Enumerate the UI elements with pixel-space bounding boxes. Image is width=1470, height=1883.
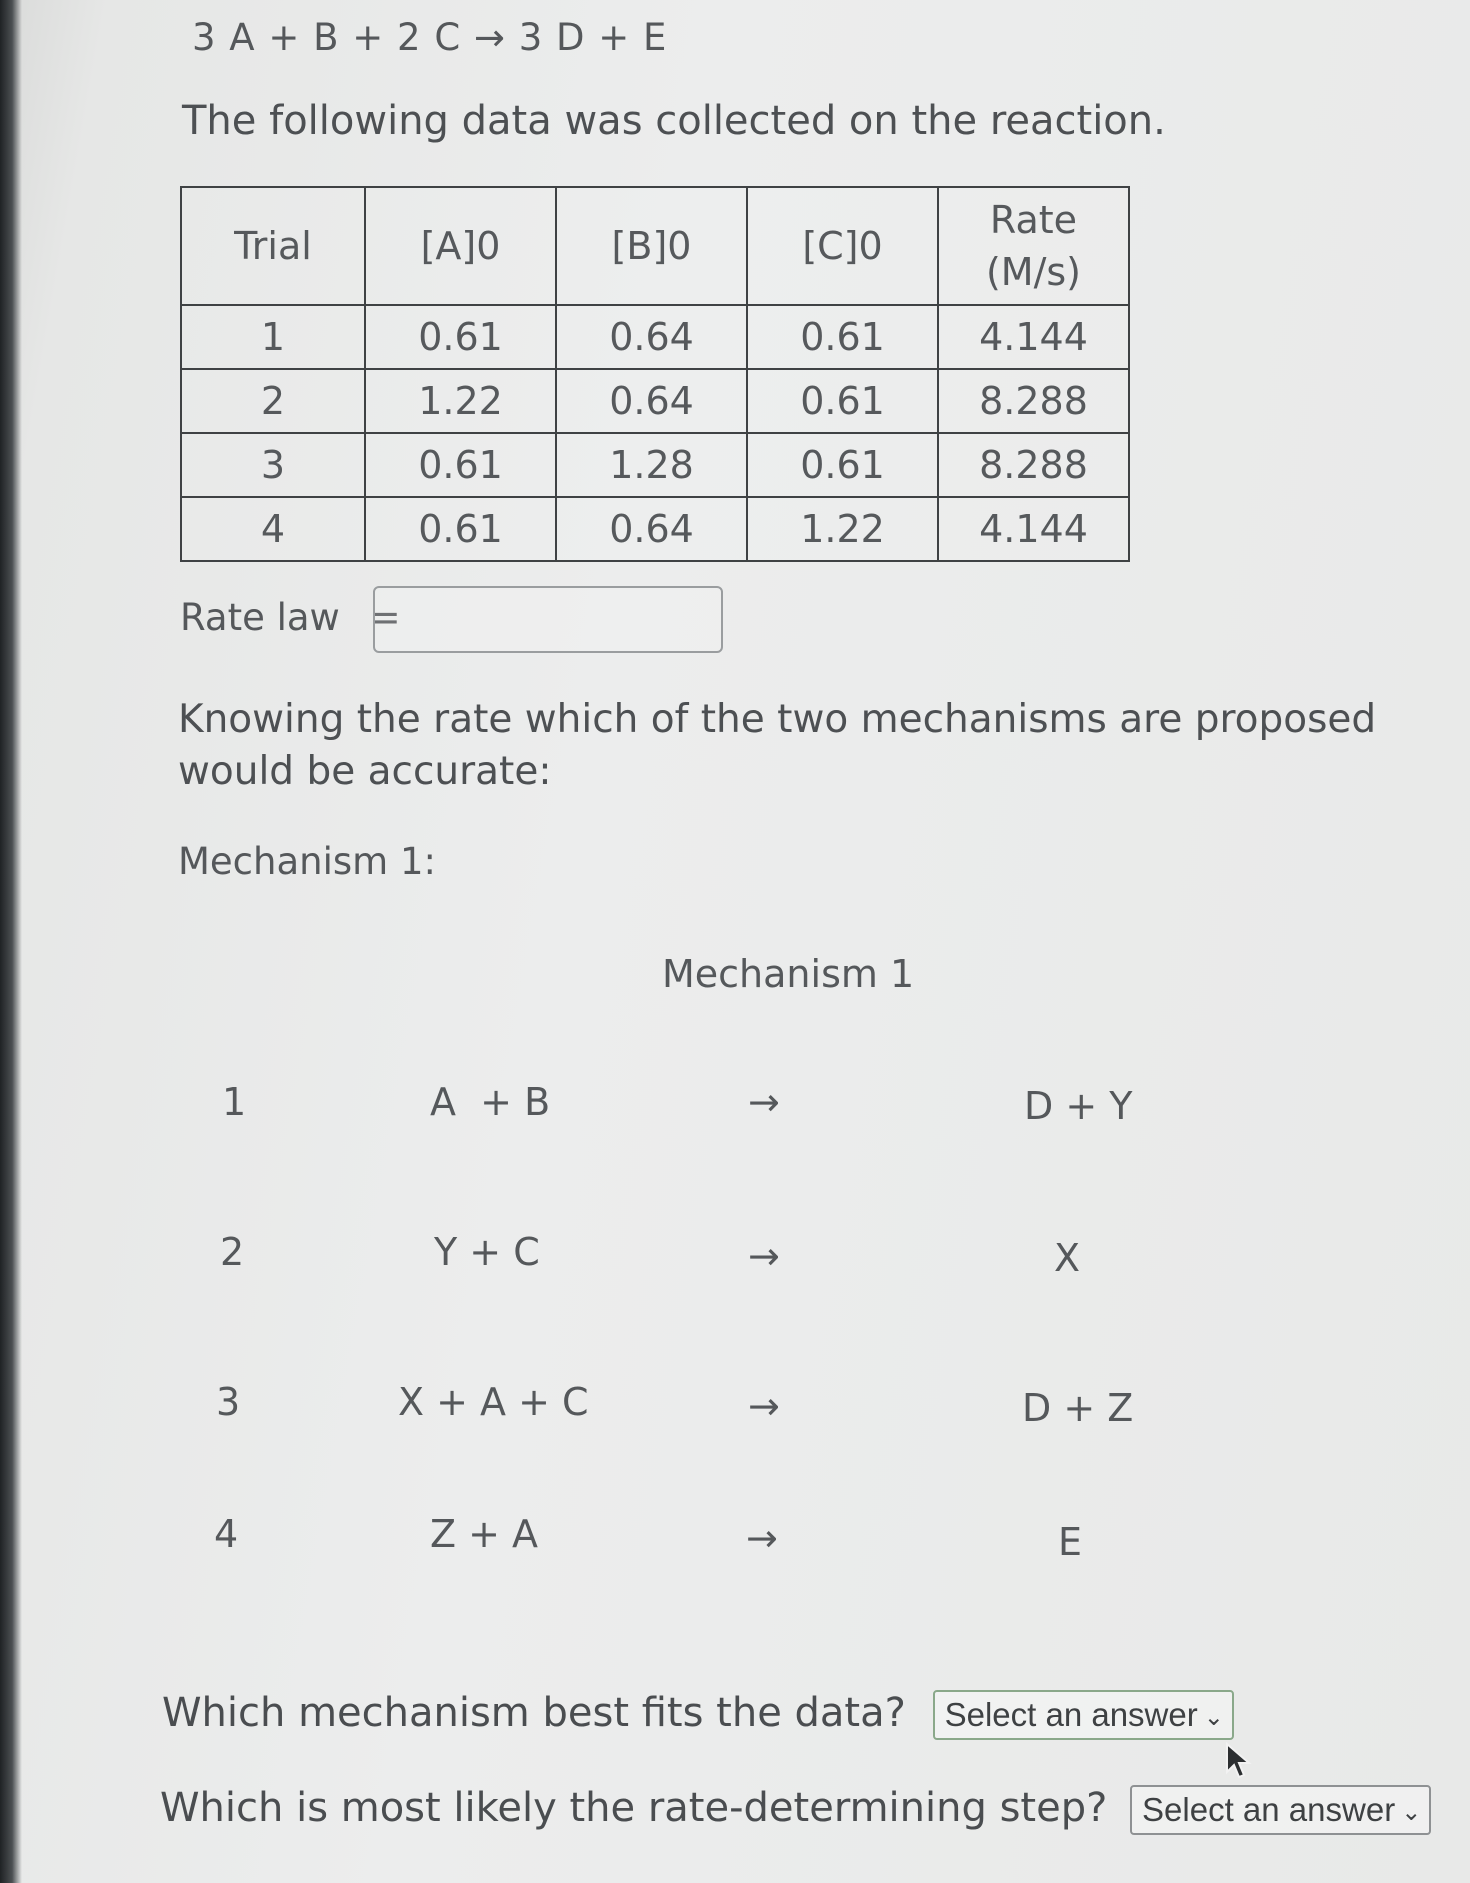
rds-select-value: Select an answer xyxy=(1142,1791,1396,1828)
data-table xyxy=(180,186,1130,562)
chevron-down-icon: ⌄ xyxy=(1203,1703,1224,1731)
cell-rate: 8.288 xyxy=(938,369,1129,433)
step-number: 1 xyxy=(222,1080,247,1124)
mechanism-question: Knowing the rate which of the two mechanisms are proposed would be accurate: xyxy=(178,697,1377,794)
mechanism-title: Mechanism 1 xyxy=(662,952,915,996)
step-reactants: A + B xyxy=(430,1080,551,1124)
step-products: D + Z xyxy=(1022,1386,1134,1430)
chevron-down-icon: ⌄ xyxy=(1401,1798,1422,1826)
table-row xyxy=(181,433,1129,497)
mouse-pointer-icon xyxy=(1225,1742,1253,1782)
cell-trial: 2 xyxy=(181,369,365,433)
cell-rate: 4.144 xyxy=(938,305,1129,369)
cell-trial: 4 xyxy=(181,497,365,561)
header-rate: Rate (M/s) xyxy=(938,187,1129,305)
header-trial: Trial xyxy=(181,187,365,305)
step-arrow: → xyxy=(748,1384,780,1428)
rate-law-text: Rate law xyxy=(180,596,340,639)
step-arrow: → xyxy=(746,1516,778,1560)
table-header-row xyxy=(181,187,1129,305)
header-a0: [A]0 xyxy=(365,187,556,305)
cell-a0: 0.61 xyxy=(365,305,556,369)
best-fit-label: Which mechanism best fits the data? xyxy=(162,1690,906,1736)
step-products: X xyxy=(1054,1236,1081,1280)
best-fit-select[interactable] xyxy=(933,1690,1234,1740)
screen-edge xyxy=(0,0,22,1883)
best-fit-question xyxy=(162,1690,1234,1740)
rate-law-label xyxy=(180,596,401,639)
step-number: 2 xyxy=(220,1230,245,1274)
reaction-equation: 3 A + B + 2 C → 3 D + E xyxy=(192,16,668,59)
step-reactants: X + A + C xyxy=(398,1380,589,1424)
cell-a0: 1.22 xyxy=(365,369,556,433)
step-arrow: → xyxy=(748,1234,780,1278)
cell-rate: 8.288 xyxy=(938,433,1129,497)
table-row xyxy=(181,497,1129,561)
step-reactants: Y + C xyxy=(434,1230,540,1274)
step-number: 3 xyxy=(216,1380,241,1424)
table-row xyxy=(181,369,1129,433)
rate-law-equals: = xyxy=(369,596,401,639)
cell-b0: 0.64 xyxy=(556,305,747,369)
mechanism-label: Mechanism 1: xyxy=(178,840,436,883)
cell-c0: 0.61 xyxy=(747,433,938,497)
cell-a0: 0.61 xyxy=(365,497,556,561)
step-arrow: → xyxy=(748,1080,780,1124)
header-b0: [B]0 xyxy=(556,187,747,305)
intro-text: The following data was collected on the reaction. xyxy=(182,98,1166,144)
cell-c0: 0.61 xyxy=(747,369,938,433)
cell-a0: 0.61 xyxy=(365,433,556,497)
cell-trial: 3 xyxy=(181,433,365,497)
cell-c0: 1.22 xyxy=(747,497,938,561)
table-row xyxy=(181,305,1129,369)
best-fit-select-value: Select an answer xyxy=(944,1696,1198,1733)
cell-b0: 0.64 xyxy=(556,497,747,561)
cell-b0: 0.64 xyxy=(556,369,747,433)
header-c0: [C]0 xyxy=(747,187,938,305)
rds-select[interactable] xyxy=(1130,1785,1431,1835)
step-reactants: Z + A xyxy=(430,1512,539,1556)
cell-c0: 0.61 xyxy=(747,305,938,369)
cell-b0: 1.28 xyxy=(556,433,747,497)
rate-law-input[interactable] xyxy=(373,586,723,653)
rds-question xyxy=(160,1785,1431,1835)
cell-trial: 1 xyxy=(181,305,365,369)
step-products: D + Y xyxy=(1024,1084,1133,1128)
rds-label: Which is most likely the rate-determining step? xyxy=(160,1785,1108,1831)
cell-rate: 4.144 xyxy=(938,497,1129,561)
step-products: E xyxy=(1058,1520,1083,1564)
step-number: 4 xyxy=(214,1512,239,1556)
